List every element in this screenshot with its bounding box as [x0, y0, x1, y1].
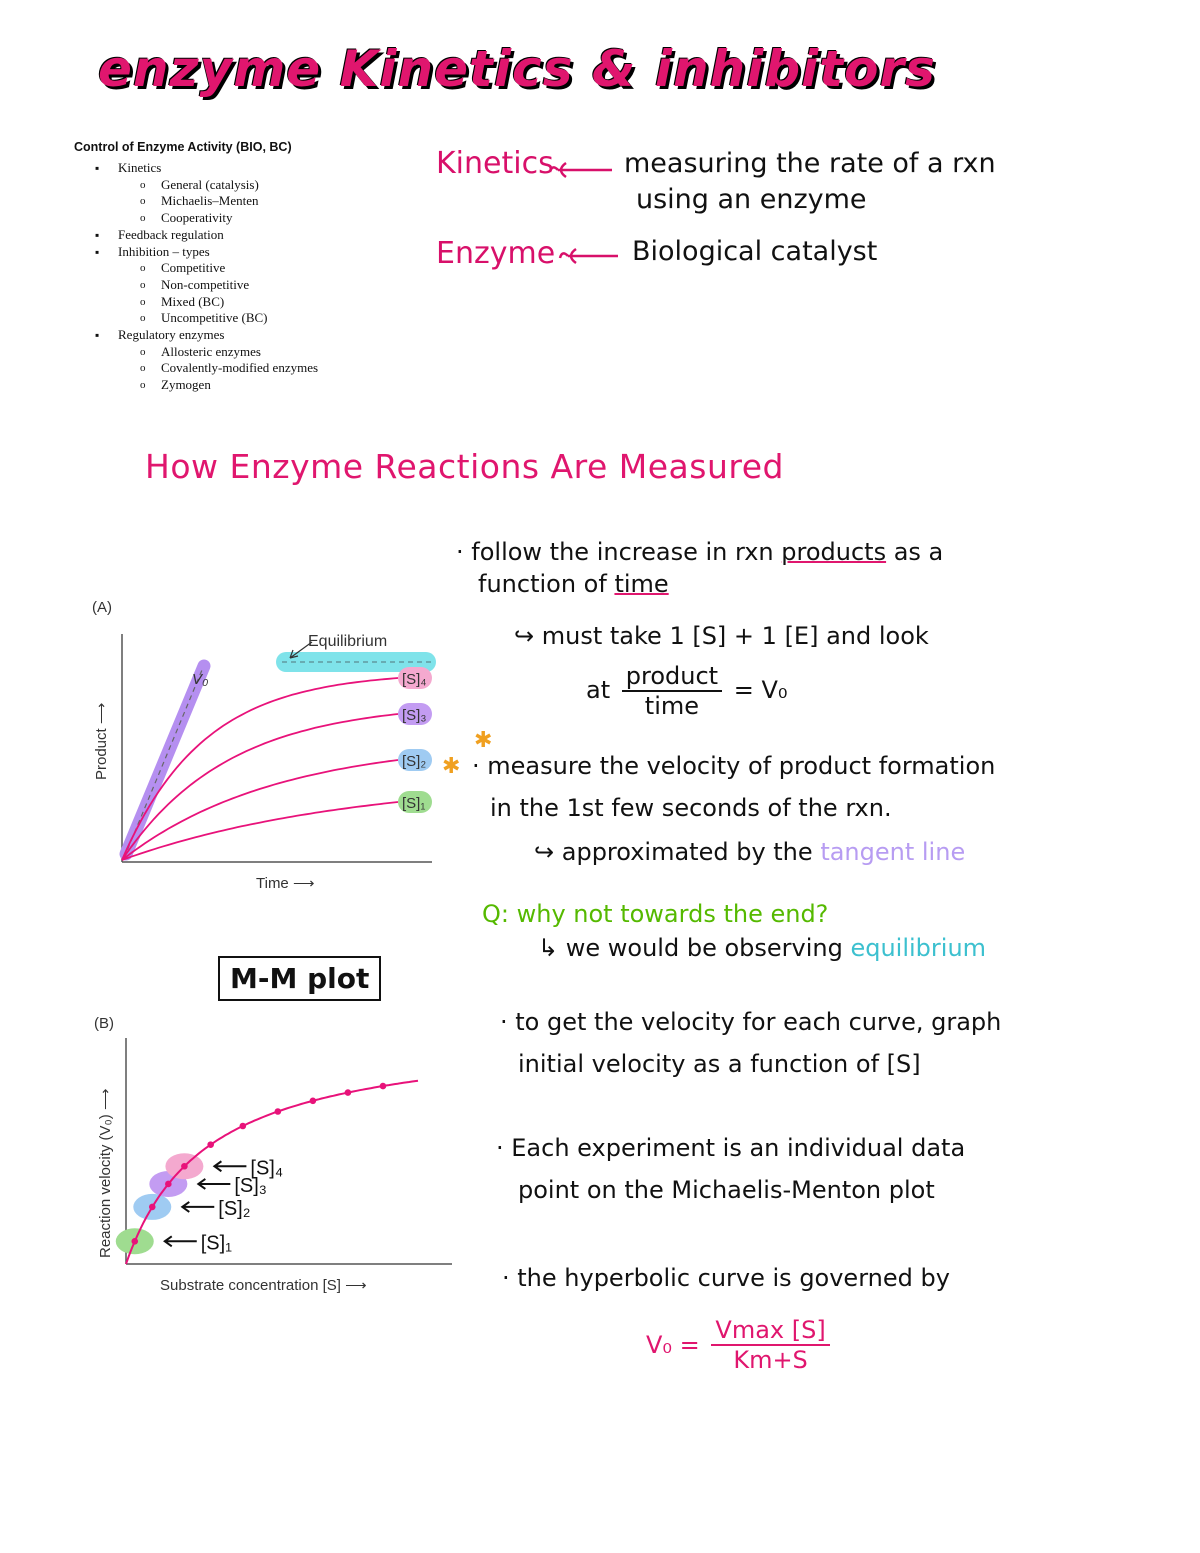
- data-point: [181, 1163, 188, 1170]
- equation-fraction: [711, 1316, 829, 1374]
- point-label: [S]₁: [200, 1232, 232, 1255]
- note-bullet-3-line-2: initial velocity as a function of [S]: [518, 1050, 921, 1078]
- x-axis-label: Time ⟶: [256, 875, 315, 892]
- note-bullet-2-line-2: in the 1st few seconds of the rxn.: [490, 794, 892, 822]
- fraction-denominator: time: [644, 692, 700, 720]
- section-heading: How Enzyme Reactions Are Measured: [145, 447, 784, 486]
- point-label: [S]₃: [234, 1174, 267, 1197]
- outline-item: o Cooperativity: [74, 210, 434, 227]
- data-point: [207, 1141, 214, 1148]
- data-point: [165, 1181, 172, 1188]
- kinetics-term: Kinetics: [436, 146, 554, 181]
- star-icon: ✱: [474, 728, 493, 753]
- star-icon: ✱: [442, 754, 461, 779]
- outline-item: o Covalently-modified enzymes: [74, 360, 434, 377]
- note-text: follow the increase in rxn: [471, 538, 774, 566]
- note-bullet-4-line-1: · Each experiment is an individual data: [496, 1134, 966, 1162]
- note-bullet-1-line-1: · follow the increase in rxn products as a: [456, 538, 944, 566]
- outline-list: [74, 160, 434, 394]
- fraction-numerator: product: [622, 662, 722, 692]
- outline-item: ▪ Kinetics: [74, 160, 434, 177]
- equilibrium-word: equilibrium: [850, 934, 987, 962]
- product-vs-time-chart: [86, 592, 456, 902]
- data-point: [380, 1083, 387, 1090]
- mm-plot-label: M-M plot: [218, 956, 381, 1001]
- data-point: [345, 1089, 352, 1096]
- data-point: [310, 1098, 317, 1105]
- data-point: [131, 1238, 138, 1245]
- panel-label-a: (A): [92, 599, 112, 616]
- note-bullet-3-line-1: · to get the velocity for each curve, graph: [500, 1008, 1002, 1036]
- y-axis-label: Reaction velocity (V₀) ⟶: [97, 1088, 114, 1258]
- note-text: the hyperbolic curve is governed by: [517, 1264, 950, 1292]
- outline-item: o Competitive: [74, 260, 434, 277]
- outline-item: ▪ Inhibition – types: [74, 244, 434, 261]
- michaelis-menten-chart: [86, 1008, 476, 1308]
- outline-item: o Michaelis–Menten: [74, 193, 434, 210]
- series-label: [S]₃: [402, 707, 427, 724]
- arrow-icon: [558, 246, 620, 266]
- series-label: [S]₁: [402, 795, 426, 812]
- note-text: approximated by the: [561, 838, 813, 866]
- page-title: enzyme Kinetics & inhibitors: [98, 40, 936, 98]
- note-text: = V₀: [733, 676, 788, 704]
- y-axis-label: Product ⟶: [93, 702, 110, 780]
- note-bullet-2-line-1: · measure the velocity of product formation: [472, 752, 996, 780]
- outline-item: o Uncompetitive (BC): [74, 310, 434, 327]
- note-text: as a: [893, 538, 944, 566]
- equilibrium-label: Equilibrium: [308, 633, 388, 650]
- product-curve: [122, 714, 398, 860]
- answer-text: [538, 934, 986, 962]
- arrow-icon: [165, 1236, 197, 1246]
- outline-item: o Non-competitive: [74, 277, 434, 294]
- note-text: to get the velocity for each curve, graph: [515, 1008, 1002, 1036]
- note-text: function of: [478, 570, 607, 598]
- note-sub-1: [514, 622, 929, 650]
- topic-outline: [74, 140, 434, 394]
- note-text: measure the velocity of product formation: [487, 752, 996, 780]
- panel-label-b: (B): [94, 1015, 114, 1032]
- note-text: must take 1 [S] + 1 [E] and look: [541, 622, 929, 650]
- arrow-icon: [548, 160, 614, 180]
- products-word: products: [781, 538, 887, 566]
- outline-item: ▪ Regulatory enzymes: [74, 327, 434, 344]
- equation-numerator: Vmax [S]: [711, 1316, 829, 1346]
- point-label: [S]₂: [218, 1197, 251, 1220]
- return-arrow-icon: ↳: [538, 934, 559, 962]
- mm-equation: [646, 1316, 834, 1374]
- series-label: [S]₄: [402, 671, 427, 688]
- note-sub-2: [534, 838, 965, 866]
- arrow-icon: [198, 1179, 230, 1189]
- note-text: at: [586, 676, 611, 704]
- note-text: we would be observing: [565, 934, 843, 962]
- outline-item: o Mixed (BC): [74, 294, 434, 311]
- data-point: [149, 1204, 156, 1211]
- tangent-line-word: tangent line: [820, 838, 966, 866]
- outline-item: o General (catalysis): [74, 177, 434, 194]
- note-text: Each experiment is an individual data: [511, 1134, 966, 1162]
- point-highlights: [116, 1153, 204, 1254]
- data-point: [240, 1123, 247, 1130]
- curved-arrow-icon: ↪: [514, 622, 535, 650]
- outline-item: ▪ Feedback regulation: [74, 227, 434, 244]
- product-time-fraction: [622, 662, 722, 720]
- enzyme-definition: Biological catalyst: [632, 236, 878, 267]
- time-word: time: [614, 570, 669, 598]
- note-sub-1-fraction: [586, 662, 788, 720]
- enzyme-term: Enzyme: [436, 236, 556, 271]
- curved-arrow-icon: ↪: [534, 838, 555, 866]
- outline-item: o Zymogen: [74, 377, 434, 394]
- kinetics-definition-line2: using an enzyme: [636, 184, 867, 215]
- arrow-icon: [182, 1202, 214, 1212]
- note-bullet-5: · the hyperbolic curve is governed by: [502, 1264, 950, 1292]
- equation-denominator: Km+S: [733, 1346, 808, 1374]
- point-label: [S]₄: [250, 1157, 284, 1180]
- equation-lhs: V₀ =: [646, 1331, 700, 1359]
- arrow-icon: [214, 1161, 246, 1171]
- data-point: [275, 1108, 282, 1115]
- kinetics-definition-line1: measuring the rate of a rxn: [624, 148, 996, 179]
- series-label: [S]₂: [402, 753, 427, 770]
- outline-heading: Control of Enzyme Activity (BIO, BC): [74, 140, 292, 154]
- v0-label: V₀: [192, 671, 209, 688]
- x-axis-label: Substrate concentration [S] ⟶: [160, 1277, 367, 1294]
- note-bullet-4-line-2: point on the Michaelis-Menton plot: [518, 1176, 935, 1204]
- question-text: Q: why not towards the end?: [482, 900, 829, 928]
- outline-item: o Allosteric enzymes: [74, 344, 434, 361]
- note-bullet-1-line-2: [478, 570, 669, 598]
